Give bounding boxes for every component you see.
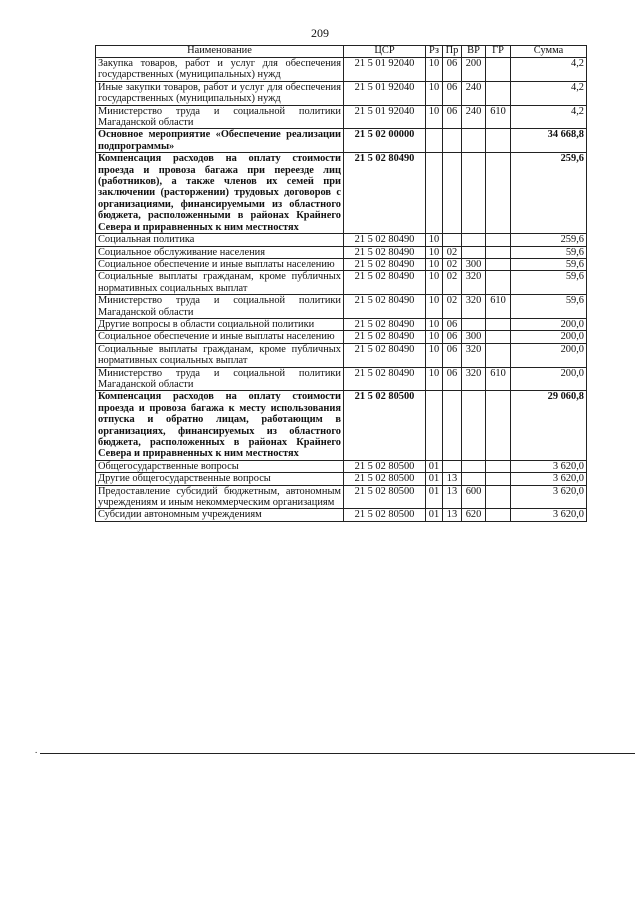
cell-csr: 21 5 02 00000 [344, 129, 426, 153]
cell-gr [486, 153, 511, 234]
cell-rz: 01 [426, 509, 443, 521]
cell-csr: 21 5 01 92040 [344, 81, 426, 105]
page-number: 209 [311, 26, 329, 40]
cell-sum: 4,2 [511, 81, 587, 105]
cell-vr [462, 153, 486, 234]
table-row [96, 246, 587, 258]
cell-name: Предоставление субсидий бюджетным, автономным учреждениям и иным некоммерческим организациям [96, 485, 344, 509]
cell-gr [486, 58, 511, 82]
cell-name: Основное мероприятие «Обеспечение реализации подпрограммы» [96, 129, 344, 153]
cell-gr [486, 246, 511, 258]
table-row [96, 473, 587, 485]
cell-name: Социальная политика [96, 234, 344, 246]
cell-gr [486, 343, 511, 367]
cell-sum: 200,0 [511, 318, 587, 330]
cell-csr: 21 5 02 80490 [344, 331, 426, 343]
budget-table [95, 45, 587, 522]
cell-name: Министерство труда и социальной политики Магаданской области [96, 105, 344, 129]
cell-name: Другие вопросы в области социальной политики [96, 318, 344, 330]
cell-sum: 59,6 [511, 246, 587, 258]
cell-pr [443, 234, 462, 246]
cell-name: Министерство труда и социальной политики Магаданской области [96, 367, 344, 391]
cell-vr: 300 [462, 258, 486, 270]
table-row [96, 331, 587, 343]
table-row [96, 258, 587, 270]
cell-csr: 21 5 02 80490 [344, 246, 426, 258]
cell-gr: 610 [486, 105, 511, 129]
cell-gr [486, 234, 511, 246]
cell-pr: 13 [443, 485, 462, 509]
cell-name: Субсидии автономным учреждениям [96, 509, 344, 521]
cell-csr: 21 5 01 92040 [344, 58, 426, 82]
cell-sum: 4,2 [511, 58, 587, 82]
cell-csr: 21 5 02 80500 [344, 391, 426, 460]
cell-vr [462, 460, 486, 472]
cell-vr: 320 [462, 367, 486, 391]
cell-rz: 10 [426, 58, 443, 82]
table-row [96, 105, 587, 129]
table-row [96, 367, 587, 391]
cell-vr: 300 [462, 331, 486, 343]
cell-vr [462, 129, 486, 153]
cell-csr: 21 5 02 80490 [344, 271, 426, 295]
cell-sum: 259,6 [511, 153, 587, 234]
table-row [96, 81, 587, 105]
cell-gr [486, 391, 511, 460]
cell-sum: 4,2 [511, 105, 587, 129]
cell-name: Социальное обеспечение и иные выплаты населению [96, 258, 344, 270]
table-row [96, 318, 587, 330]
cell-rz: 10 [426, 234, 443, 246]
cell-pr: 13 [443, 473, 462, 485]
cell-gr [486, 129, 511, 153]
cell-vr [462, 234, 486, 246]
cell-name: Социальные выплаты гражданам, кроме публичных нормативных социальных выплат [96, 271, 344, 295]
cell-pr [443, 129, 462, 153]
cell-vr: 620 [462, 509, 486, 521]
footer-mark: . [35, 745, 38, 755]
table-row [96, 509, 587, 521]
cell-rz: 10 [426, 343, 443, 367]
cell-pr [443, 460, 462, 472]
cell-name: Компенсация расходов на оплату стоимости проезда и провоза багажа при переезде лиц (работников), а также членов их семей при заключении (расторжении) трудовых договоров с организациями, финансируемыми из областного бюджета, расположенными в районах Крайнего Севера и приравненных к ним местностях [96, 153, 344, 234]
header-vr: ВР [462, 46, 486, 58]
cell-rz: 10 [426, 81, 443, 105]
cell-pr [443, 391, 462, 460]
cell-name: Закупка товаров, работ и услуг для обеспечения государственных (муниципальных) нужд [96, 58, 344, 82]
cell-gr [486, 271, 511, 295]
cell-csr: 21 5 01 92040 [344, 105, 426, 129]
cell-pr: 06 [443, 318, 462, 330]
footer-divider [40, 753, 635, 754]
cell-name: Социальное обеспечение и иные выплаты населению [96, 331, 344, 343]
cell-rz: 10 [426, 367, 443, 391]
cell-pr: 06 [443, 331, 462, 343]
cell-sum: 3 620,0 [511, 473, 587, 485]
cell-pr: 06 [443, 105, 462, 129]
table-row [96, 460, 587, 472]
header-gr: ГР [486, 46, 511, 58]
header-row [96, 46, 587, 58]
cell-name: Министерство труда и социальной политики Магаданской области [96, 295, 344, 319]
cell-vr: 240 [462, 81, 486, 105]
cell-sum: 59,6 [511, 271, 587, 295]
cell-gr [486, 460, 511, 472]
cell-rz: 10 [426, 271, 443, 295]
cell-gr [486, 473, 511, 485]
cell-sum: 3 620,0 [511, 509, 587, 521]
cell-csr: 21 5 02 80500 [344, 473, 426, 485]
cell-pr: 06 [443, 367, 462, 391]
cell-vr: 320 [462, 295, 486, 319]
cell-pr: 13 [443, 509, 462, 521]
cell-rz: 01 [426, 485, 443, 509]
cell-csr: 21 5 02 80500 [344, 509, 426, 521]
cell-name: Социальное обслуживание населения [96, 246, 344, 258]
cell-rz [426, 129, 443, 153]
cell-rz: 10 [426, 105, 443, 129]
cell-gr [486, 485, 511, 509]
cell-pr: 02 [443, 295, 462, 319]
cell-csr: 21 5 02 80500 [344, 460, 426, 472]
cell-vr [462, 246, 486, 258]
cell-csr: 21 5 02 80490 [344, 343, 426, 367]
table-row [96, 485, 587, 509]
cell-vr [462, 473, 486, 485]
cell-rz [426, 153, 443, 234]
cell-csr: 21 5 02 80490 [344, 258, 426, 270]
table-row [96, 343, 587, 367]
cell-pr: 06 [443, 81, 462, 105]
cell-rz [426, 391, 443, 460]
cell-pr: 02 [443, 271, 462, 295]
cell-sum: 3 620,0 [511, 485, 587, 509]
cell-csr: 21 5 02 80490 [344, 295, 426, 319]
cell-rz: 01 [426, 473, 443, 485]
cell-vr: 240 [462, 105, 486, 129]
header-sum: Сумма [511, 46, 587, 58]
cell-pr: 06 [443, 343, 462, 367]
cell-sum: 200,0 [511, 331, 587, 343]
cell-sum: 3 620,0 [511, 460, 587, 472]
table-row [96, 391, 587, 460]
table-row [96, 58, 587, 82]
cell-name: Компенсация расходов на оплату стоимости проезда и провоза багажа к месту использования отпуска и обратно лицам, работающим в организациях, финансируемых из областного бюджета, расположенных в районах Крайнего Севера и приравненных к ним местностях [96, 391, 344, 460]
cell-sum: 59,6 [511, 258, 587, 270]
cell-vr: 600 [462, 485, 486, 509]
cell-name: Социальные выплаты гражданам, кроме публичных нормативных социальных выплат [96, 343, 344, 367]
cell-vr: 200 [462, 58, 486, 82]
cell-sum: 259,6 [511, 234, 587, 246]
cell-csr: 21 5 02 80490 [344, 318, 426, 330]
cell-vr: 320 [462, 343, 486, 367]
cell-rz: 10 [426, 318, 443, 330]
cell-pr [443, 153, 462, 234]
table-row [96, 153, 587, 234]
cell-gr [486, 509, 511, 521]
table-body [96, 58, 587, 522]
cell-sum: 200,0 [511, 343, 587, 367]
cell-name: Иные закупки товаров, работ и услуг для обеспечения государственных (муниципальных) нужд [96, 81, 344, 105]
header-name: Наименование [96, 46, 344, 58]
header-pr: Пр [443, 46, 462, 58]
cell-vr [462, 391, 486, 460]
cell-csr: 21 5 02 80490 [344, 153, 426, 234]
cell-csr: 21 5 02 80490 [344, 234, 426, 246]
cell-rz: 10 [426, 258, 443, 270]
table-row [96, 234, 587, 246]
cell-gr [486, 331, 511, 343]
table-row [96, 129, 587, 153]
cell-rz: 10 [426, 295, 443, 319]
header-csr: ЦСР [344, 46, 426, 58]
cell-sum: 200,0 [511, 367, 587, 391]
cell-gr [486, 318, 511, 330]
cell-vr [462, 318, 486, 330]
cell-pr: 02 [443, 258, 462, 270]
cell-gr [486, 81, 511, 105]
header-rz: Рз [426, 46, 443, 58]
table-row [96, 271, 587, 295]
cell-sum: 34 668,8 [511, 129, 587, 153]
cell-vr: 320 [462, 271, 486, 295]
cell-rz: 01 [426, 460, 443, 472]
cell-csr: 21 5 02 80490 [344, 367, 426, 391]
cell-pr: 06 [443, 58, 462, 82]
cell-rz: 10 [426, 331, 443, 343]
cell-name: Другие общегосударственные вопросы [96, 473, 344, 485]
cell-csr: 21 5 02 80500 [344, 485, 426, 509]
cell-gr [486, 258, 511, 270]
cell-sum: 29 060,8 [511, 391, 587, 460]
cell-gr: 610 [486, 295, 511, 319]
cell-pr: 02 [443, 246, 462, 258]
cell-name: Общегосударственные вопросы [96, 460, 344, 472]
cell-sum: 59,6 [511, 295, 587, 319]
cell-rz: 10 [426, 246, 443, 258]
table-row [96, 295, 587, 319]
cell-gr: 610 [486, 367, 511, 391]
